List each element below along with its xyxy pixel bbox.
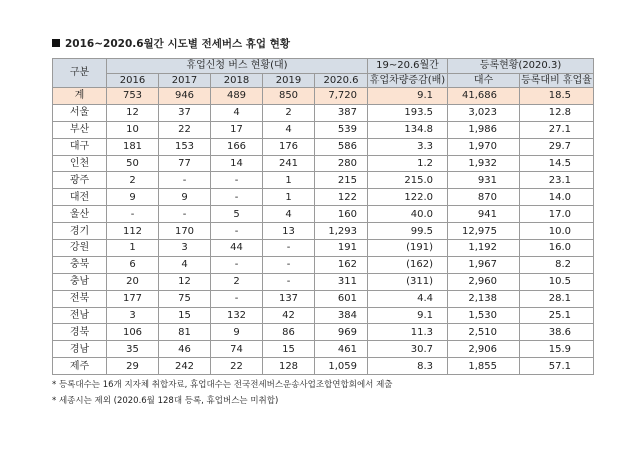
value-2019: 850 xyxy=(263,88,315,105)
value-2016: 10 xyxy=(107,121,159,138)
table-row xyxy=(53,240,594,257)
registered-ratio-cell: 10.0 xyxy=(520,223,594,240)
value-2016: 35 xyxy=(107,341,159,358)
value-2017: 3 xyxy=(159,240,211,257)
registered-count-cell: 2,906 xyxy=(448,341,520,358)
value-2020: 311 xyxy=(315,273,368,290)
header-registered-count: 대수 xyxy=(448,74,520,88)
value-2018: 489 xyxy=(211,88,263,105)
value-2017: 75 xyxy=(159,290,211,307)
header-registered-group: 등록현황(2020.3) xyxy=(448,59,594,74)
value-2020: 162 xyxy=(315,256,368,273)
value-2020: 7,720 xyxy=(315,88,368,105)
value-2018: 14 xyxy=(211,155,263,172)
header-change-group: 19~20.6월간 xyxy=(368,59,448,74)
value-2019: 176 xyxy=(263,138,315,155)
table-row xyxy=(53,189,594,206)
change-cell: 122.0 xyxy=(368,189,448,206)
value-2016: 112 xyxy=(107,223,159,240)
table-row xyxy=(53,138,594,155)
value-2020: 601 xyxy=(315,290,368,307)
value-2018: - xyxy=(211,223,263,240)
footnote-2: * 세종시는 제외 (2020.6월 128대 등록, 휴업버스는 미취합) xyxy=(52,396,279,406)
value-2020: 1,059 xyxy=(315,358,368,375)
registered-count-cell: 1,855 xyxy=(448,358,520,375)
value-2019: 42 xyxy=(263,307,315,324)
value-2017: 46 xyxy=(159,341,211,358)
value-2020: 160 xyxy=(315,206,368,223)
registered-count-cell: 2,510 xyxy=(448,324,520,341)
registered-count-cell: 1,970 xyxy=(448,138,520,155)
header-year-2018: 2018 xyxy=(211,74,263,88)
region-cell: 서울 xyxy=(53,104,107,121)
value-2019: 13 xyxy=(263,223,315,240)
registered-ratio-cell: 23.1 xyxy=(520,172,594,189)
registered-ratio-cell: 8.2 xyxy=(520,256,594,273)
value-2018: 166 xyxy=(211,138,263,155)
value-2020: 539 xyxy=(315,121,368,138)
registered-count-cell: 870 xyxy=(448,189,520,206)
region-cell: 경북 xyxy=(53,324,107,341)
region-cell: 충남 xyxy=(53,273,107,290)
change-cell: 134.8 xyxy=(368,121,448,138)
change-cell: 99.5 xyxy=(368,223,448,240)
value-2020: 586 xyxy=(315,138,368,155)
header-year-2020: 2020.6 xyxy=(315,74,368,88)
suspension-table xyxy=(52,58,594,375)
table-row xyxy=(53,324,594,341)
value-2018: 17 xyxy=(211,121,263,138)
value-2018: 4 xyxy=(211,104,263,121)
value-2017: 4 xyxy=(159,256,211,273)
change-cell: 215.0 xyxy=(368,172,448,189)
footnote-1: * 등록대수는 16개 지자체 취합자료, 휴업대수는 전국전세버스운송사업조합연합회에서 제출 xyxy=(52,380,393,390)
value-2018: 5 xyxy=(211,206,263,223)
title-text: 2016~2020.6월간 시도별 전세버스 휴업 현황 xyxy=(65,38,291,50)
value-2017: 15 xyxy=(159,307,211,324)
value-2017: 12 xyxy=(159,273,211,290)
registered-count-cell: 3,023 xyxy=(448,104,520,121)
change-cell: (311) xyxy=(368,273,448,290)
registered-ratio-cell: 17.0 xyxy=(520,206,594,223)
table-row xyxy=(53,341,594,358)
table-row xyxy=(53,273,594,290)
value-2020: 969 xyxy=(315,324,368,341)
value-2016: 177 xyxy=(107,290,159,307)
value-2020: 387 xyxy=(315,104,368,121)
value-2017: 22 xyxy=(159,121,211,138)
table-row xyxy=(53,256,594,273)
region-cell: 경남 xyxy=(53,341,107,358)
value-2016: 6 xyxy=(107,256,159,273)
value-2020: 384 xyxy=(315,307,368,324)
change-cell: 40.0 xyxy=(368,206,448,223)
value-2018: - xyxy=(211,256,263,273)
registered-count-cell: 2,138 xyxy=(448,290,520,307)
registered-ratio-cell: 16.0 xyxy=(520,240,594,257)
value-2017: 153 xyxy=(159,138,211,155)
header-year-2019: 2019 xyxy=(263,74,315,88)
value-2016: 12 xyxy=(107,104,159,121)
value-2018: 74 xyxy=(211,341,263,358)
region-cell: 계 xyxy=(53,88,107,105)
value-2017: 81 xyxy=(159,324,211,341)
table-row xyxy=(53,290,594,307)
value-2018: - xyxy=(211,172,263,189)
region-cell: 전남 xyxy=(53,307,107,324)
value-2016: 9 xyxy=(107,189,159,206)
value-2017: 170 xyxy=(159,223,211,240)
value-2018: - xyxy=(211,189,263,206)
registered-ratio-cell: 57.1 xyxy=(520,358,594,375)
change-cell: 9.1 xyxy=(368,88,448,105)
registered-ratio-cell: 12.8 xyxy=(520,104,594,121)
registered-count-cell: 1,530 xyxy=(448,307,520,324)
value-2017: 37 xyxy=(159,104,211,121)
table-body xyxy=(53,88,594,375)
table-row xyxy=(53,358,594,375)
region-cell: 강원 xyxy=(53,240,107,257)
value-2017: 242 xyxy=(159,358,211,375)
region-cell: 울산 xyxy=(53,206,107,223)
change-cell: 30.7 xyxy=(368,341,448,358)
registered-ratio-cell: 25.1 xyxy=(520,307,594,324)
value-2018: 132 xyxy=(211,307,263,324)
value-2017: - xyxy=(159,172,211,189)
header-year-2016: 2016 xyxy=(107,74,159,88)
value-2020: 122 xyxy=(315,189,368,206)
registered-count-cell: 2,960 xyxy=(448,273,520,290)
change-cell: 1.2 xyxy=(368,155,448,172)
value-2018: 2 xyxy=(211,273,263,290)
region-cell: 대구 xyxy=(53,138,107,155)
region-cell: 경기 xyxy=(53,223,107,240)
change-cell: 9.1 xyxy=(368,307,448,324)
value-2018: 9 xyxy=(211,324,263,341)
value-2016: 29 xyxy=(107,358,159,375)
registered-count-cell: 41,686 xyxy=(448,88,520,105)
region-cell: 전북 xyxy=(53,290,107,307)
registered-count-cell: 1,192 xyxy=(448,240,520,257)
value-2016: 2 xyxy=(107,172,159,189)
region-cell: 제주 xyxy=(53,358,107,375)
value-2016: 1 xyxy=(107,240,159,257)
value-2017: - xyxy=(159,206,211,223)
table-row xyxy=(53,223,594,240)
region-cell: 충북 xyxy=(53,256,107,273)
registered-ratio-cell: 18.5 xyxy=(520,88,594,105)
value-2016: 20 xyxy=(107,273,159,290)
header-registered-ratio: 등록대비 휴업율 xyxy=(521,75,592,86)
value-2020: 461 xyxy=(315,341,368,358)
registered-ratio-cell: 14.0 xyxy=(520,189,594,206)
registered-ratio-cell: 29.7 xyxy=(520,138,594,155)
table-row xyxy=(53,121,594,138)
value-2018: - xyxy=(211,290,263,307)
region-cell: 인천 xyxy=(53,155,107,172)
change-cell: (191) xyxy=(368,240,448,257)
value-2016: 50 xyxy=(107,155,159,172)
header-change-sub: 휴업차량증감(배) xyxy=(368,74,448,88)
value-2017: 946 xyxy=(159,88,211,105)
value-2019: - xyxy=(263,240,315,257)
value-2016: - xyxy=(107,206,159,223)
square-bullet-icon xyxy=(52,39,60,47)
header-suspension-group: 휴업신청 버스 현황(대) xyxy=(107,59,368,74)
change-cell: 193.5 xyxy=(368,104,448,121)
region-cell: 부산 xyxy=(53,121,107,138)
table-row xyxy=(53,206,594,223)
registered-count-cell: 1,967 xyxy=(448,256,520,273)
value-2019: 4 xyxy=(263,121,315,138)
registered-ratio-cell: 14.5 xyxy=(520,155,594,172)
registered-ratio-cell: 10.5 xyxy=(520,273,594,290)
value-2019: 86 xyxy=(263,324,315,341)
value-2018: 44 xyxy=(211,240,263,257)
registered-count-cell: 931 xyxy=(448,172,520,189)
value-2019: 1 xyxy=(263,189,315,206)
value-2016: 106 xyxy=(107,324,159,341)
value-2019: - xyxy=(263,256,315,273)
value-2020: 215 xyxy=(315,172,368,189)
registered-count-cell: 1,986 xyxy=(448,121,520,138)
registered-ratio-cell: 38.6 xyxy=(520,324,594,341)
registered-count-cell: 941 xyxy=(448,206,520,223)
value-2019: 4 xyxy=(263,206,315,223)
table-row xyxy=(53,307,594,324)
registered-ratio-cell: 28.1 xyxy=(520,290,594,307)
table-row xyxy=(53,172,594,189)
value-2020: 191 xyxy=(315,240,368,257)
change-cell: 4.4 xyxy=(368,290,448,307)
value-2019: - xyxy=(263,273,315,290)
value-2016: 753 xyxy=(107,88,159,105)
value-2016: 181 xyxy=(107,138,159,155)
registered-count-cell: 12,975 xyxy=(448,223,520,240)
value-2019: 2 xyxy=(263,104,315,121)
change-cell: 11.3 xyxy=(368,324,448,341)
value-2019: 137 xyxy=(263,290,315,307)
value-2019: 128 xyxy=(263,358,315,375)
value-2018: 22 xyxy=(211,358,263,375)
value-2019: 15 xyxy=(263,341,315,358)
value-2016: 3 xyxy=(107,307,159,324)
header-year-2017: 2017 xyxy=(159,74,211,88)
change-cell: 8.3 xyxy=(368,358,448,375)
total-row xyxy=(53,88,594,105)
value-2019: 241 xyxy=(263,155,315,172)
header-region: 구분 xyxy=(53,59,107,88)
registered-ratio-cell: 15.9 xyxy=(520,341,594,358)
value-2019: 1 xyxy=(263,172,315,189)
value-2017: 9 xyxy=(159,189,211,206)
value-2020: 1,293 xyxy=(315,223,368,240)
value-2020: 280 xyxy=(315,155,368,172)
table-row xyxy=(53,104,594,121)
registered-ratio-cell: 27.1 xyxy=(520,121,594,138)
table-row xyxy=(53,155,594,172)
change-cell: 3.3 xyxy=(368,138,448,155)
region-cell: 대전 xyxy=(53,189,107,206)
change-cell: (162) xyxy=(368,256,448,273)
registered-count-cell: 1,932 xyxy=(448,155,520,172)
region-cell: 광주 xyxy=(53,172,107,189)
document-title xyxy=(52,36,290,51)
value-2017: 77 xyxy=(159,155,211,172)
